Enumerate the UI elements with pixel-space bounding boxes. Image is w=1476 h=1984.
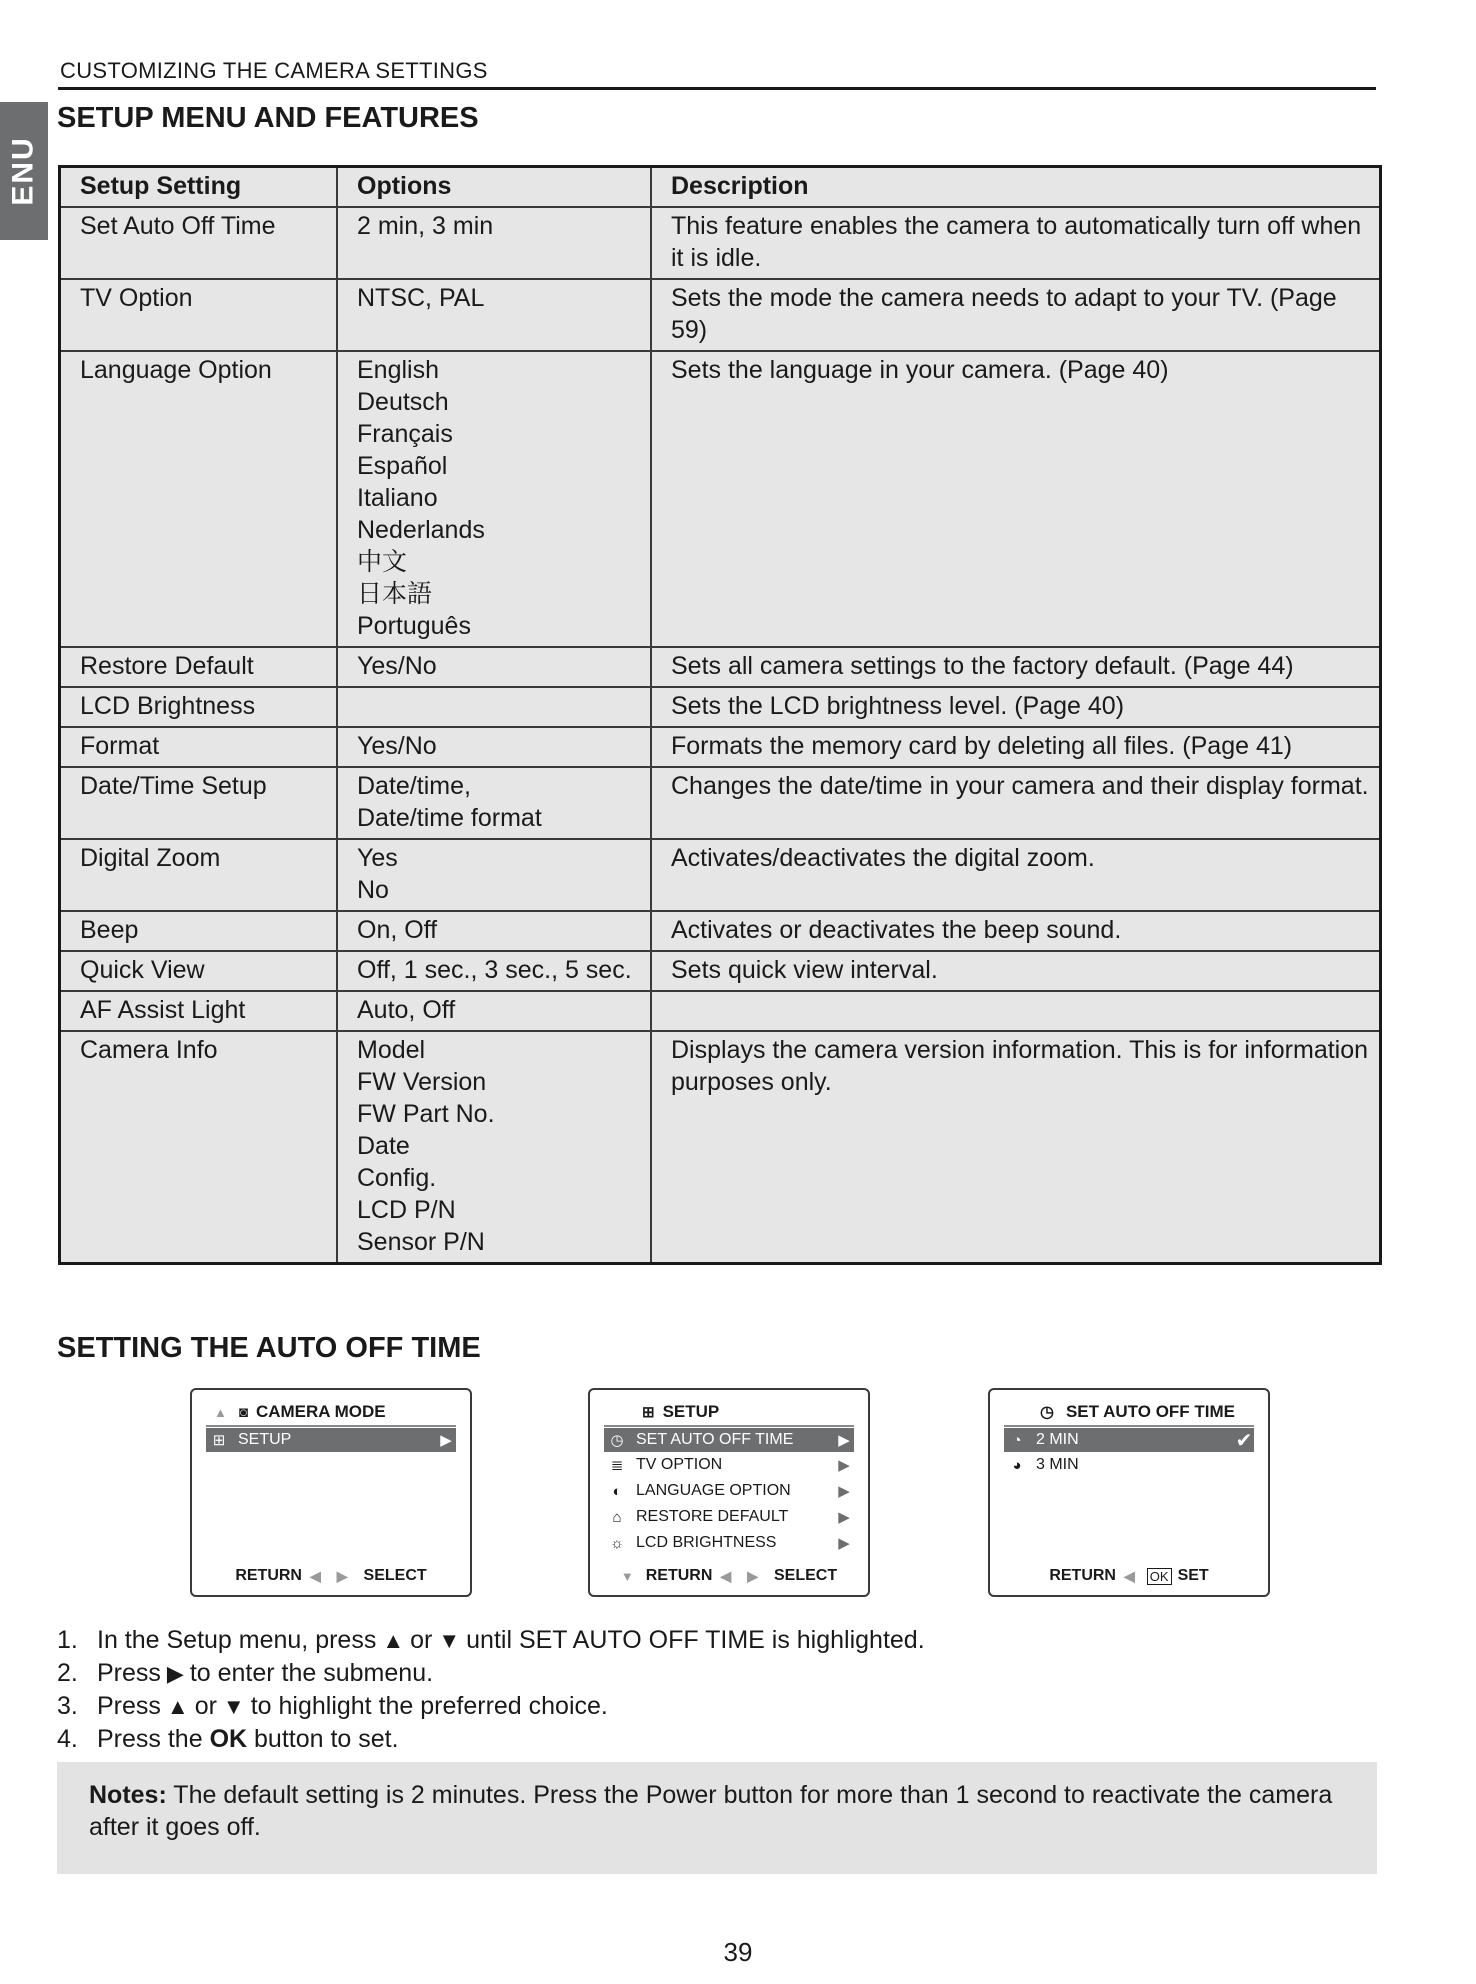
option-line: Date xyxy=(357,1132,410,1160)
screen-footer xyxy=(590,1567,868,1585)
option-label: 2 MIN xyxy=(1036,1431,1079,1448)
cell-setting: Digital Zoom xyxy=(60,839,338,911)
option-line: On, Off xyxy=(357,916,438,944)
option-line: Português xyxy=(357,612,471,640)
cell-options xyxy=(337,727,651,767)
option-line: Nederlands xyxy=(357,516,485,544)
cell-setting: AF Assist Light xyxy=(60,991,338,1031)
restore-icon: ⌂ xyxy=(612,1508,622,1526)
return-label: RETURN xyxy=(235,1567,302,1584)
down-arrow-icon: ▼ xyxy=(222,1694,245,1719)
option-line: English xyxy=(357,356,439,384)
screen-title: SETUP xyxy=(662,1402,720,1421)
cell-description: Sets quick view interval. xyxy=(651,951,1381,991)
option-line: LCD P/N xyxy=(357,1196,456,1224)
checkmark-icon: ✔ xyxy=(1235,1429,1253,1452)
right-arrow-icon: ▶ xyxy=(838,1535,850,1552)
left-arrow-icon: ◀ xyxy=(720,1567,732,1584)
menu-item-language-option[interactable] xyxy=(604,1479,854,1503)
up-arrow-icon: ▲ xyxy=(166,1694,189,1719)
step-text-part: Press xyxy=(97,1659,161,1687)
right-arrow-icon: ▶ xyxy=(838,1457,850,1474)
brightness-icon: ☼ xyxy=(610,1534,624,1552)
option-line: Model xyxy=(357,1036,426,1064)
option-line: Deutsch xyxy=(357,388,449,416)
step-text-part: Press the xyxy=(97,1725,203,1753)
cell-description: Displays the camera version information. This is for information purposes only. xyxy=(651,1031,1381,1264)
setup-icon: ⊞ xyxy=(642,1404,655,1421)
cell-description: Sets all camera settings to the factory default. (Page 44) xyxy=(651,647,1381,687)
timer-icon: ◷ xyxy=(610,1432,624,1449)
timer-2-icon: ◔ xyxy=(1012,1431,1022,1449)
cell-description: Sets the mode the camera needs to adapt to your TV. (Page 59) xyxy=(651,279,1381,351)
up-arrow-icon: ▲ xyxy=(382,1628,405,1653)
select-label: SELECT xyxy=(363,1567,427,1584)
menu-item-lcd-brightness[interactable] xyxy=(604,1531,854,1555)
cell-options xyxy=(337,951,651,991)
right-arrow-icon: ▶ xyxy=(838,1432,850,1449)
screen-footer xyxy=(192,1567,470,1585)
screen-divider xyxy=(206,1425,456,1427)
cell-setting: Beep xyxy=(60,911,338,951)
language-tab-label: ENU xyxy=(7,136,40,206)
timer-3-icon: ◕ xyxy=(1012,1456,1022,1474)
table-row xyxy=(60,911,1381,951)
step-text-part: to enter the submenu. xyxy=(189,1659,434,1687)
menu-item-label: LCD BRIGHTNESS xyxy=(636,1534,777,1551)
right-arrow-icon: ▶ xyxy=(838,1483,850,1500)
step-number: 3. xyxy=(57,1692,78,1720)
step-text xyxy=(97,1690,608,1723)
notes-box xyxy=(57,1762,1377,1874)
left-arrow-icon: ◀ xyxy=(1123,1567,1135,1584)
table-row xyxy=(60,991,1381,1031)
cell-options xyxy=(337,839,651,911)
option-line: No xyxy=(357,876,389,904)
table-row xyxy=(60,207,1381,279)
option-label: 3 MIN xyxy=(1036,1456,1079,1473)
step-number: 4. xyxy=(57,1725,78,1753)
step-text-part: until SET AUTO OFF TIME is highlighted. xyxy=(466,1626,925,1654)
screen-title: CAMERA MODE xyxy=(255,1402,386,1421)
page-number: 39 xyxy=(723,1937,753,1967)
cell-options xyxy=(337,687,651,727)
screen-title-bar xyxy=(590,1400,868,1424)
step-text-part: or xyxy=(410,1626,433,1654)
cell-description: Formats the memory card by deleting all files. (Page 41) xyxy=(651,727,1381,767)
step-item xyxy=(57,1657,925,1690)
language-icon: ◐ xyxy=(612,1482,622,1500)
cell-options xyxy=(337,1031,651,1264)
cell-description: This feature enables the camera to automatically turn off when it is idle. xyxy=(651,207,1381,279)
cell-options xyxy=(337,351,651,647)
cell-setting: Camera Info xyxy=(60,1031,338,1264)
menu-item-label: RESTORE DEFAULT xyxy=(636,1508,789,1525)
menu-item-label: SET AUTO OFF TIME xyxy=(636,1431,794,1448)
option-line: Español xyxy=(357,452,448,480)
down-arrow-icon: ▼ xyxy=(438,1628,461,1653)
step-text-part: In the Setup menu, press xyxy=(97,1626,377,1654)
cell-setting: TV Option xyxy=(60,279,338,351)
column-header-setting: Setup Setting xyxy=(60,167,338,208)
tv-icon: ≣ xyxy=(610,1457,624,1474)
screen-title-bar xyxy=(990,1400,1268,1424)
column-header-description: Description xyxy=(651,167,1381,208)
cell-options xyxy=(337,647,651,687)
cell-setting: Set Auto Off Time xyxy=(60,207,338,279)
table-row xyxy=(60,727,1381,767)
option-line: NTSC, PAL xyxy=(357,284,485,312)
step-text-part: or xyxy=(194,1692,217,1720)
section-title: SETTING THE AUTO OFF TIME xyxy=(57,1332,481,1364)
step-item xyxy=(57,1690,925,1723)
option-line: Auto, Off xyxy=(357,996,456,1024)
return-label: RETURN xyxy=(645,1567,713,1584)
setup-screen xyxy=(588,1388,870,1597)
return-label: RETURN xyxy=(1049,1567,1116,1584)
screen-divider xyxy=(1004,1425,1254,1427)
table-row xyxy=(60,351,1381,647)
ok-label: OK xyxy=(209,1725,248,1753)
option-line: Yes xyxy=(357,844,398,872)
language-tab xyxy=(0,102,48,240)
menu-item-tv-option[interactable] xyxy=(604,1453,854,1477)
option-line: Yes/No xyxy=(357,652,437,680)
option-line: Off, 1 sec., 3 sec., 5 sec. xyxy=(357,956,632,984)
option-line: Date/time, xyxy=(357,772,471,800)
option-line: FW Version xyxy=(357,1068,487,1096)
cell-setting: Language Option xyxy=(60,351,338,647)
header-rule xyxy=(58,87,1376,90)
cell-setting: Format xyxy=(60,727,338,767)
set-auto-off-time-screen xyxy=(988,1388,1270,1597)
table-header-row xyxy=(60,167,1381,208)
table-row xyxy=(60,1031,1381,1264)
option-line: Date/time format xyxy=(357,804,542,832)
cell-description: Activates or deactivates the beep sound. xyxy=(651,911,1381,951)
option-line: FW Part No. xyxy=(357,1100,495,1128)
step-text xyxy=(97,1723,399,1755)
table-row xyxy=(60,687,1381,727)
screen-title-bar xyxy=(192,1400,470,1424)
menu-item-label: SETUP xyxy=(238,1431,292,1448)
setup-icon: ⊞ xyxy=(212,1432,226,1449)
menu-item-setup[interactable] xyxy=(206,1428,456,1452)
step-item xyxy=(57,1624,925,1657)
cell-options xyxy=(337,991,651,1031)
section-header: CUSTOMIZING THE CAMERA SETTINGS xyxy=(60,58,488,83)
cell-options xyxy=(337,767,651,839)
table-row xyxy=(60,951,1381,991)
step-number: 1. xyxy=(57,1626,78,1654)
page-title: SETUP MENU AND FEATURES xyxy=(57,102,479,134)
step-number: 2. xyxy=(57,1659,78,1687)
set-label: SET xyxy=(1177,1567,1209,1584)
menu-item-restore-default[interactable] xyxy=(604,1505,854,1529)
option-line: Sensor P/N xyxy=(357,1228,485,1256)
menu-item-label: TV OPTION xyxy=(636,1456,723,1473)
right-arrow-icon: ▶ xyxy=(440,1432,452,1449)
cell-options xyxy=(337,279,651,351)
step-item xyxy=(57,1723,925,1755)
option-line: Yes/No xyxy=(357,732,437,760)
option-line: 中文 xyxy=(357,548,408,576)
timer-icon: ◷ xyxy=(1040,1404,1054,1421)
cell-setting: Date/Time Setup xyxy=(60,767,338,839)
cell-description: Changes the date/time in your camera and their display format. xyxy=(651,767,1381,839)
camera-mode-screen xyxy=(190,1388,472,1597)
right-arrow-icon: ▶ xyxy=(747,1567,758,1584)
right-arrow-icon: ▶ xyxy=(166,1661,184,1686)
table-row xyxy=(60,839,1381,911)
screen-title: SET AUTO OFF TIME xyxy=(1065,1402,1236,1421)
cell-setting: Quick View xyxy=(60,951,338,991)
up-arrow-icon: ▲ xyxy=(214,1404,227,1420)
table-row xyxy=(60,279,1381,351)
setup-settings-table xyxy=(58,165,1382,1265)
step-text xyxy=(97,1657,433,1690)
steps-list xyxy=(57,1624,925,1755)
cell-setting: LCD Brightness xyxy=(60,687,338,727)
cell-description: Sets the language in your camera. (Page 40) xyxy=(651,351,1381,647)
cell-options xyxy=(337,911,651,951)
option-line: 日本語 xyxy=(357,580,433,608)
menu-item-label: LANGUAGE OPTION xyxy=(636,1482,791,1499)
column-header-options: Options xyxy=(337,167,651,208)
table-row xyxy=(60,647,1381,687)
notes-text: The default setting is 2 minutes. Press the Power button for more than 1 second to reactivate the camera after it goes off. xyxy=(89,1781,1333,1841)
cell-options xyxy=(337,207,651,279)
step-text xyxy=(97,1624,925,1657)
step-text-part: button to set. xyxy=(254,1725,399,1753)
cell-setting: Restore Default xyxy=(60,647,338,687)
notes-label: Notes: xyxy=(89,1781,167,1809)
down-arrow-icon: ▼ xyxy=(620,1568,634,1584)
right-arrow-icon: ▶ xyxy=(838,1509,850,1526)
option-line: Config. xyxy=(357,1164,437,1192)
screen-footer xyxy=(990,1567,1268,1585)
option-3-min[interactable] xyxy=(1004,1453,1254,1477)
table-body xyxy=(60,207,1381,1264)
option-line: Français xyxy=(357,420,453,448)
menu-item-set-auto-off-time[interactable] xyxy=(604,1428,854,1452)
step-text-part: to highlight the preferred choice. xyxy=(250,1692,608,1720)
cell-description: Activates/deactivates the digital zoom. xyxy=(651,839,1381,911)
option-2-min[interactable] xyxy=(1004,1428,1254,1452)
screen-divider xyxy=(604,1425,854,1427)
select-label: SELECT xyxy=(773,1567,838,1584)
ok-button-icon: OK xyxy=(1147,1568,1172,1585)
left-arrow-icon: ◀ xyxy=(309,1567,321,1584)
right-arrow-icon: ▶ xyxy=(336,1567,348,1584)
cell-description xyxy=(651,991,1381,1031)
step-text-part: Press xyxy=(97,1692,161,1720)
option-line: 2 min, 3 min xyxy=(357,212,494,240)
camera-icon: ◙ xyxy=(238,1403,248,1421)
table-row xyxy=(60,767,1381,839)
cell-description: Sets the LCD brightness level. (Page 40) xyxy=(651,687,1381,727)
option-line: Italiano xyxy=(357,484,438,512)
